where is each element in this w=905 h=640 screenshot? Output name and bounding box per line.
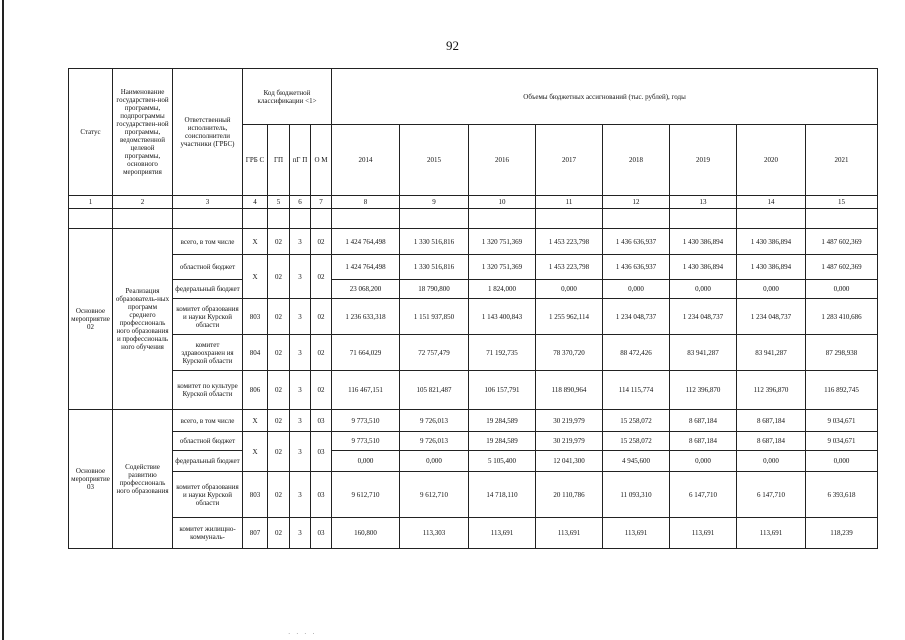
m03-total-value: 9 773,510 [332, 410, 400, 432]
m03-housing-value: 160,800 [332, 518, 400, 549]
m02-health-grbs: 804 [243, 335, 268, 371]
column-number: 4 [243, 196, 268, 209]
m02-regional-value: 1 424 764,498 [332, 255, 400, 280]
m02-total-grbs: X [243, 229, 268, 255]
empty-cell [69, 209, 113, 229]
m03-housing-responsible: комитет жилищно-коммуналь- [173, 518, 243, 549]
column-number: 14 [737, 196, 806, 209]
m03-education-value: 9 612,710 [400, 472, 469, 518]
m03-regional-value: 8 687,184 [670, 432, 737, 451]
m03-total-row [69, 410, 878, 432]
m02-total-row [69, 229, 878, 255]
header-code-group: Код бюджетной классификации <1> [243, 69, 332, 125]
header-code-pgp: пГ П [290, 125, 311, 196]
m03-regional-responsible: областной бюджет [173, 432, 243, 451]
m03-federal-value: 0,000 [332, 451, 400, 472]
m02-education-value: 1 236 633,318 [332, 299, 400, 335]
m03-housing-grbs: 807 [243, 518, 268, 549]
m03-total-value: 19 284,589 [469, 410, 536, 432]
m03-education-om: 03 [311, 472, 332, 518]
m03-education-responsible: комитет образования и науки Курской области [173, 472, 243, 518]
column-number: 6 [290, 196, 311, 209]
column-number: 13 [670, 196, 737, 209]
m02-regional-value: 1 320 751,369 [469, 255, 536, 280]
header-year: 2019 [670, 125, 737, 196]
m02-culture-value: 114 115,774 [603, 371, 670, 410]
header-code-om: О М [311, 125, 332, 196]
m02-culture-om: 02 [311, 371, 332, 410]
m02-total-pgp: 3 [290, 229, 311, 255]
empty-cell [536, 209, 603, 229]
m02-federal-value: 0,000 [806, 280, 878, 299]
m02-name: Реализация образователь-ных программ среднего профессиональ ного образования и профессиональ ного обучения [113, 229, 173, 410]
m03-federal-value: 0,000 [400, 451, 469, 472]
header-responsible: Ответственный исполнитель, соисполнители участники (ГРБС) [173, 69, 243, 196]
m03-regional-value: 19 284,589 [469, 432, 536, 451]
m02-education-value: 1 234 048,737 [603, 299, 670, 335]
empty-cell [670, 209, 737, 229]
m02-culture-value: 112 396,870 [737, 371, 806, 410]
m03-total-value: 8 687,184 [670, 410, 737, 432]
m02-federal-responsible: федеральный бюджет [173, 280, 243, 299]
m03-total-value: 8 687,184 [737, 410, 806, 432]
header-volume-group: Объемы бюджетных ассигнований (тыс. рублей), годы [332, 69, 878, 125]
m02-culture-gp: 02 [268, 371, 290, 410]
m02-status: Основное мероприятие 02 [69, 229, 113, 410]
m02-health-value: 87 298,938 [806, 335, 878, 371]
m03-total-pgp: 3 [290, 410, 311, 432]
m03-name: Содействие развитию профессиональ ного образования [113, 410, 173, 549]
m02-regional-value: 1 453 223,798 [536, 255, 603, 280]
m02-health-row [69, 335, 878, 371]
column-number: 7 [311, 196, 332, 209]
m03-regional-value: 30 219,979 [536, 432, 603, 451]
m02-culture-value: 118 890,964 [536, 371, 603, 410]
header-code-grbs: ГРБ С [243, 125, 268, 196]
m02-education-value: 1 143 400,843 [469, 299, 536, 335]
empty-cell [469, 209, 536, 229]
m02-health-value: 88 472,426 [603, 335, 670, 371]
m02-culture-value: 116 892,745 [806, 371, 878, 410]
m02-education-row [69, 299, 878, 335]
header-row-1 [69, 69, 878, 125]
m03-regional-value: 9 773,510 [332, 432, 400, 451]
m02-culture-value: 106 157,791 [469, 371, 536, 410]
header-year: 2021 [806, 125, 878, 196]
empty-cell [603, 209, 670, 229]
empty-cell [806, 209, 878, 229]
m02-regional-om: 02 [311, 255, 332, 299]
m03-education-value: 14 718,110 [469, 472, 536, 518]
m02-total-om: 02 [311, 229, 332, 255]
m02-regional-pgp: 3 [290, 255, 311, 299]
m03-education-grbs: 803 [243, 472, 268, 518]
m02-education-value: 1 151 937,850 [400, 299, 469, 335]
m02-health-responsible: комитет здравоохранен ия Курской области [173, 335, 243, 371]
column-number: 1 [69, 196, 113, 209]
m02-culture-value: 116 467,151 [332, 371, 400, 410]
m03-housing-value: 113,691 [603, 518, 670, 549]
header-year: 2014 [332, 125, 400, 196]
header-year: 2017 [536, 125, 603, 196]
m02-culture-row [69, 371, 878, 410]
m03-regional-grbs: X [243, 432, 268, 472]
m03-education-value: 11 093,310 [603, 472, 670, 518]
m03-regional-row [69, 432, 878, 451]
m03-total-value: 9 726,013 [400, 410, 469, 432]
m02-health-value: 83 941,287 [670, 335, 737, 371]
m03-total-value: 30 219,979 [536, 410, 603, 432]
m02-education-value: 1 255 962,114 [536, 299, 603, 335]
empty-cell [290, 209, 311, 229]
m03-housing-pgp: 3 [290, 518, 311, 549]
m02-regional-value: 1 487 602,369 [806, 255, 878, 280]
m02-education-grbs: 803 [243, 299, 268, 335]
m02-regional-row [69, 255, 878, 280]
m03-education-value: 6 147,710 [737, 472, 806, 518]
m02-regional-grbs: X [243, 255, 268, 299]
m02-regional-value: 1 436 636,937 [603, 255, 670, 280]
m02-education-pgp: 3 [290, 299, 311, 335]
m03-housing-value: 113,691 [737, 518, 806, 549]
m02-federal-value: 1 824,000 [469, 280, 536, 299]
m02-federal-value: 0,000 [670, 280, 737, 299]
m03-housing-gp: 02 [268, 518, 290, 549]
header-year: 2020 [737, 125, 806, 196]
m03-federal-value: 0,000 [670, 451, 737, 472]
m02-federal-row [69, 280, 878, 299]
column-number: 15 [806, 196, 878, 209]
m02-total-value: 1 453 223,798 [536, 229, 603, 255]
m03-federal-value: 0,000 [737, 451, 806, 472]
m02-regional-value: 1 330 516,816 [400, 255, 469, 280]
m02-culture-grbs: 806 [243, 371, 268, 410]
header-year: 2018 [603, 125, 670, 196]
m03-regional-value: 15 258,072 [603, 432, 670, 451]
m02-education-gp: 02 [268, 299, 290, 335]
m02-regional-responsible: областной бюджет [173, 255, 243, 280]
m03-status: Основное мероприятие 03 [69, 410, 113, 549]
m02-federal-value: 0,000 [603, 280, 670, 299]
m02-education-value: 1 234 048,737 [670, 299, 737, 335]
m02-total-value: 1 436 636,937 [603, 229, 670, 255]
m02-regional-gp: 02 [268, 255, 290, 299]
m03-regional-value: 8 687,184 [737, 432, 806, 451]
m02-culture-value: 105 821,487 [400, 371, 469, 410]
m03-total-value: 15 258,072 [603, 410, 670, 432]
m02-regional-value: 1 430 386,894 [737, 255, 806, 280]
m03-total-value: 9 034,671 [806, 410, 878, 432]
m02-federal-value: 23 068,200 [332, 280, 400, 299]
m02-total-value: 1 487 602,369 [806, 229, 878, 255]
m03-housing-value: 113,691 [536, 518, 603, 549]
m03-total-grbs: X [243, 410, 268, 432]
spacer-row [69, 209, 878, 229]
column-number: 12 [603, 196, 670, 209]
column-number: 3 [173, 196, 243, 209]
m03-regional-gp: 02 [268, 432, 290, 472]
m02-total-value: 1 430 386,894 [670, 229, 737, 255]
column-number: 9 [400, 196, 469, 209]
m03-total-responsible: всего, в том числе [173, 410, 243, 432]
m03-education-value: 9 612,710 [332, 472, 400, 518]
m02-total-value: 1 320 751,369 [469, 229, 536, 255]
m02-health-value: 83 941,287 [737, 335, 806, 371]
m02-total-value: 1 424 764,498 [332, 229, 400, 255]
m03-housing-value: 113,691 [670, 518, 737, 549]
m02-education-value: 1 283 410,686 [806, 299, 878, 335]
m03-education-row [69, 472, 878, 518]
header-code-gp: ГП [268, 125, 290, 196]
empty-cell [113, 209, 173, 229]
m02-health-value: 72 757,479 [400, 335, 469, 371]
m02-culture-value: 112 396,870 [670, 371, 737, 410]
m02-health-pgp: 3 [290, 335, 311, 371]
m03-regional-pgp: 3 [290, 432, 311, 472]
column-number: 5 [268, 196, 290, 209]
m02-health-value: 71 664,029 [332, 335, 400, 371]
m03-housing-value: 113,303 [400, 518, 469, 549]
empty-cell [173, 209, 243, 229]
empty-cell [400, 209, 469, 229]
column-number: 8 [332, 196, 400, 209]
header-year: 2016 [469, 125, 536, 196]
empty-cell [332, 209, 400, 229]
m03-federal-responsible: федеральный бюджет [173, 451, 243, 472]
m02-regional-value: 1 430 386,894 [670, 255, 737, 280]
m03-housing-value: 113,691 [469, 518, 536, 549]
m02-health-om: 02 [311, 335, 332, 371]
budget-table [68, 68, 878, 549]
column-number-row [69, 196, 878, 209]
m03-regional-value: 9 726,013 [400, 432, 469, 451]
m03-housing-om: 03 [311, 518, 332, 549]
m03-federal-value: 5 105,400 [469, 451, 536, 472]
m02-education-value: 1 234 048,737 [737, 299, 806, 335]
m03-federal-value: 12 041,300 [536, 451, 603, 472]
m03-total-om: 03 [311, 410, 332, 432]
m03-education-value: 20 110,786 [536, 472, 603, 518]
m03-education-value: 6 147,710 [670, 472, 737, 518]
m02-health-value: 71 192,735 [469, 335, 536, 371]
empty-cell [737, 209, 806, 229]
m02-education-responsible: комитет образования и науки Курской области [173, 299, 243, 335]
m03-education-value: 6 393,618 [806, 472, 878, 518]
header-name: Наименование государствен-ной программы, подпрограммы государствен-ной программы, ведомственной целевой программы, основного мероприятия [113, 69, 173, 196]
m03-housing-value: 118,239 [806, 518, 878, 549]
column-number: 10 [469, 196, 536, 209]
page-number: 92 [446, 38, 459, 53]
m02-culture-responsible: комитет по культуре Курской области [173, 371, 243, 410]
m02-total-value: 1 330 516,816 [400, 229, 469, 255]
header-year: 2015 [400, 125, 469, 196]
m02-total-gp: 02 [268, 229, 290, 255]
page-left-edge [2, 0, 4, 640]
m03-federal-value: 0,000 [806, 451, 878, 472]
m02-federal-value: 18 790,800 [400, 280, 469, 299]
column-number: 2 [113, 196, 173, 209]
m02-health-value: 78 370,720 [536, 335, 603, 371]
m02-federal-value: 0,000 [737, 280, 806, 299]
empty-cell [243, 209, 268, 229]
m02-total-value: 1 430 386,894 [737, 229, 806, 255]
m03-housing-row [69, 518, 878, 549]
header-status: Статус [69, 69, 113, 196]
m03-regional-om: 03 [311, 432, 332, 472]
m03-education-gp: 02 [268, 472, 290, 518]
m02-federal-value: 0,000 [536, 280, 603, 299]
m02-culture-pgp: 3 [290, 371, 311, 410]
m02-education-om: 02 [311, 299, 332, 335]
m02-health-gp: 02 [268, 335, 290, 371]
m03-regional-value: 9 034,671 [806, 432, 878, 451]
empty-cell [268, 209, 290, 229]
m03-federal-value: 4 945,600 [603, 451, 670, 472]
m03-federal-row [69, 451, 878, 472]
m02-total-responsible: всего, в том числе [173, 229, 243, 255]
column-number: 11 [536, 196, 603, 209]
m03-total-gp: 02 [268, 410, 290, 432]
m03-education-pgp: 3 [290, 472, 311, 518]
empty-cell [311, 209, 332, 229]
scan-artifact-dots: · · · · [288, 630, 317, 638]
